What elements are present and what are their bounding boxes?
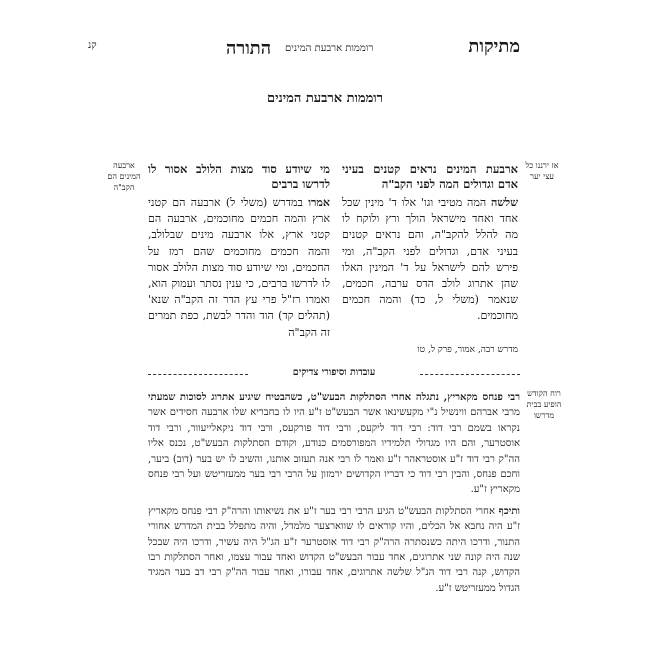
- page-header: [148, 36, 520, 60]
- story-paragraph-2: [148, 504, 520, 596]
- story-p2-body: אחרי הסתלקות הבעש"ט הגיע הרבי רבי בער ז"ע את נשיאותו והרה"ק רבי פנחס מקאריץ ז"ע היה נחבא אל הכלים, והיו קוראים לו שווארצער מלמדל, והיה מתפלל בבית המדרש אחורי התנור, ודרכו היתה כשנסתרה הרה"ק רבי דוד אוסטרער ז"ע הג"ל היה עשיר, ודרכו היה שבכל שנה היה קונה שני אתרוגים, אחד עבור הבעש"ט הקדוש ואחד עבור עצמו, ואחר הסתלקות רבו הקדוש, קנה רבי דוד הנ"ל שלשה אתרוגים, אחד עבורו, ואחר עבור הה"ק רבי דב בער המגיד הגדול ממעזריטש ז"ע.: [148, 505, 520, 594]
- right-column-heading: ארבעת המינים נראים קטנים בעיני אדם וגדולים המה לפני הקב"ה: [342, 162, 518, 191]
- section-divider: [148, 368, 520, 380]
- story-p1-body: מרבי אברהם ווינשיל נ"י מקעשינאו אשר הבעש"ט ז"ע היו לו בחבריא שלו ארבעה חסידים אשר נקראו בשמם רבי דוד: רבי דוד ליקעס, ורבי דוד פורקעס, ורבי דוד ניקאלייעוור, ורבי דוד אוסטרער, והם היו מגדולי תלמידיו המפורסמים כנודע, וקודם הסתלקות הבעש"ט, נכנס אליו הה"ק רבי דוד ז"ע אוסטראהר ז"ע ואמר לו רבי אנה תעזוב אותנו, והשיב לו יש בער (דוב) ביער, וחכם פנחס, והבין רבי דוד כי דבריו הקדושים ירמזון על הרבי רבי בער ממעזריטש ועל רבי פנחס מקאריץ ז"ע.: [148, 407, 520, 496]
- story-p2-lead: ותיכף: [498, 505, 520, 517]
- right-column-lead: שלשה: [490, 196, 518, 209]
- right-column-body: המה מטיבי וגו' אלו ד' מינין שכל אחד ואחד מישראל הולך ורץ ולוקח לו מה להלל להקב"ה, והם נראים קטנים בעיני אדם, וגדולים לפני הקב"ה, ומי פירש להם לישראל על ד' המינין האלו שהן אתרוג לולב הדס ערבה, חכמים, שנאמר (משלי ל, כד) והמה חכמים מחוכמים.: [342, 196, 518, 323]
- right-column: [342, 162, 518, 325]
- right-column-text: [342, 195, 518, 325]
- page-number: קנ: [88, 40, 97, 51]
- margin-note-story: רוח הקודש הופיע בבית מדרשו: [526, 389, 562, 420]
- divider-label: עובדות וסיפורי צדיקים: [292, 367, 376, 378]
- left-column-lead: אמרו: [308, 196, 330, 209]
- divider-rule-left: [148, 374, 248, 375]
- right-column-source: מדרש רבה, אמור, פרק ל, טו: [417, 345, 518, 355]
- story-heading: רבי פנחס מקאריץ, נתגלה אחרי הסתלקות הבעש"ט, כשהבטיח שיגיע אתרוג לסוכות: [179, 392, 520, 403]
- story-paragraph-1: [148, 390, 520, 498]
- left-column-body: במדרש (משלי ל) ארבעה הם קטני ארץ והמה חכמים מחוכמים, ארבעה הם קטני ארץ, אלו ארבעה מינים שבלולב, והמה חכמים מחוכמים שהם רמז על החכמים, ומי שיודע סוד מצות הלולב אסור לו לדרשו ברבים, כי ענין נסתר ועמוק הוא, ואמרו רז"ל פרי עץ הדר זה הקב"ה שנא' (תהלים קד) הוד והדר לבשת, כפת תמרים זה הקב"ה: [148, 196, 330, 339]
- margin-note-right: אז ירננו כל עצי יער: [525, 161, 559, 181]
- left-column-heading: מי שיודע סוד מצות הלולב אסור לו לדרשו ברבים: [148, 162, 330, 191]
- left-column-text: [148, 195, 330, 341]
- story-p1-lead: שמעתי: [148, 392, 176, 403]
- left-column: [148, 162, 330, 341]
- running-title: רוממות ארבעת המינים: [285, 43, 374, 54]
- book-title: מתיקות: [468, 36, 520, 57]
- story-section: [148, 390, 520, 602]
- section-title: התורה: [226, 38, 272, 59]
- page-title: רוממות ארבעת המינים: [266, 91, 384, 106]
- margin-note-left: ארבעה המינים הם הקב"ה: [107, 161, 141, 192]
